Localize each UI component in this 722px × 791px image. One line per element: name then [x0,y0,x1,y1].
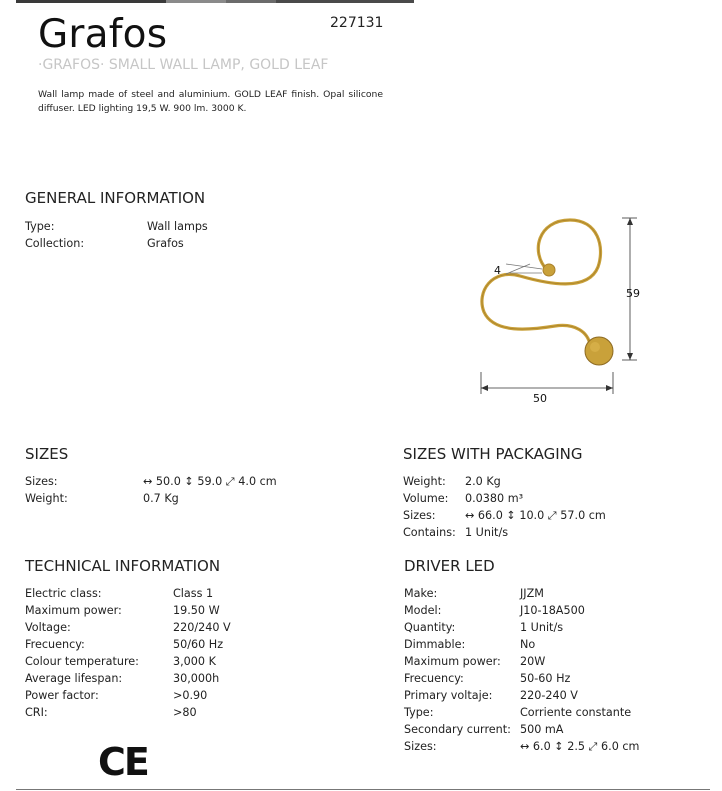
info-label: Maximum power: [404,655,501,668]
info-value: 2.0 Kg [465,475,501,488]
info-value: Grafos [147,237,184,250]
info-row [25,687,365,704]
product-description: Wall lamp made of steel and aluminium. GOLD LEAF finish. Opal silicone diffuser. LED lighting 19,5 W. 900 lm. 3000 K. [38,89,383,114]
info-row [25,653,365,670]
info-value: JJZM [520,587,544,600]
info-row [25,619,365,636]
technical-information-table [25,585,365,721]
packaging-title: SIZES WITH PACKAGING [403,445,583,463]
info-label: Average lifespan: [25,672,123,685]
footer-divider [16,789,710,790]
width-arrow-left [481,385,488,391]
lamp-wall-base-highlight [590,342,600,352]
general-information-title: GENERAL INFORMATION [25,189,206,207]
info-row [403,507,703,524]
info-row [404,636,714,653]
info-value: 1 Unit/s [520,621,564,634]
info-row [25,670,365,687]
info-label: Frecuency: [25,638,85,651]
ce-mark: CE [98,740,148,784]
info-label: Sizes: [404,740,437,753]
info-label: Type: [404,706,434,719]
info-label: Quantity: [404,621,456,634]
technical-information-title: TECHNICAL INFORMATION [25,557,221,575]
height-dimension-label: 59 [626,287,640,300]
header-bar-segment [166,0,226,3]
info-row [25,704,365,721]
info-value: 220/240 V [173,621,231,634]
info-label: Type: [25,220,55,233]
info-value: No [520,638,536,651]
info-value: ↔ 66.0 ↕ 10.0 ⤢ 57.0 cm [465,509,606,522]
lamp-wall-base [585,337,613,365]
info-value: >0.90 [173,689,208,702]
info-value: 0.0380 m³ [465,492,524,505]
info-value: 220-240 V [520,689,578,702]
info-label: Sizes: [403,509,436,522]
packaging-table [403,473,703,541]
info-value: Wall lamps [147,220,208,233]
info-row [403,524,703,541]
info-label: Sizes: [25,475,58,488]
info-label: Dimmable: [404,638,466,651]
height-arrow-top [627,218,633,225]
info-label: Contains: [403,526,456,539]
info-row [404,619,714,636]
info-value: >80 [173,706,197,719]
info-row [25,473,365,490]
width-arrow-right [606,385,613,391]
info-label: Frecuency: [404,672,464,685]
info-row [25,490,365,507]
info-row [25,235,325,252]
info-row [404,687,714,704]
info-row [404,738,714,755]
driver-led-title: DRIVER LED [404,557,495,575]
header-bar [16,0,414,3]
info-label: Voltage: [25,621,71,634]
info-value: Corriente constante [520,706,632,719]
info-value: 0.7 Kg [143,492,179,505]
product-title: Grafos [38,12,168,57]
height-arrow-bottom [627,353,633,360]
info-row [404,704,714,721]
driver-led-table [404,585,714,755]
lamp-arm [482,220,601,345]
sizes-title: SIZES [25,445,69,463]
info-row [403,473,703,490]
product-subtitle: ·GRAFOS· SMALL WALL LAMP, GOLD LEAF [38,57,329,73]
info-value: J10-18A500 [520,604,585,617]
info-label: Power factor: [25,689,99,702]
info-label: Maximum power: [25,604,122,617]
general-information-table [25,218,325,252]
info-label: CRI: [25,706,48,719]
depth-dimension-label: 4 [494,264,501,277]
info-label: Electric class: [25,587,102,600]
info-row [404,653,714,670]
info-label: Collection: [25,237,85,250]
info-label: Model: [404,604,442,617]
info-label: Make: [404,587,438,600]
info-value: 30,000h [173,672,220,685]
info-label: Primary voltaje: [404,689,493,702]
info-value: 19.50 W [173,604,220,617]
info-value: 50/60 Hz [173,638,224,651]
info-label: Volume: [403,492,449,505]
info-value: 500 mA [520,723,564,736]
info-row [404,585,714,602]
info-value: Class 1 [173,587,214,600]
info-label: Weight: [25,492,68,505]
info-label: Colour temperature: [25,655,139,668]
info-value: 1 Unit/s [465,526,509,539]
sizes-table [25,473,365,507]
info-label: Secondary current: [404,723,511,736]
info-row [25,585,365,602]
info-row [404,670,714,687]
info-row [404,721,714,738]
info-row [25,602,365,619]
info-row [403,490,703,507]
info-value: 50-60 Hz [520,672,571,685]
lamp-small-head [543,264,555,276]
info-row [25,636,365,653]
info-row [404,602,714,619]
lamp-dimension-drawing [470,212,650,408]
width-dimension-label: 50 [533,392,547,405]
info-value: 3,000 K [173,655,216,668]
info-value: ↔ 6.0 ↕ 2.5 ⤢ 6.0 cm [520,740,640,753]
info-label: Weight: [403,475,446,488]
info-row [25,218,325,235]
info-value: 20W [520,655,546,668]
product-reference: 227131 [330,15,384,31]
header-bar-segment [276,0,414,3]
header-bar-segment [16,0,166,3]
info-value: ↔ 50.0 ↕ 59.0 ⤢ 4.0 cm [143,475,277,488]
